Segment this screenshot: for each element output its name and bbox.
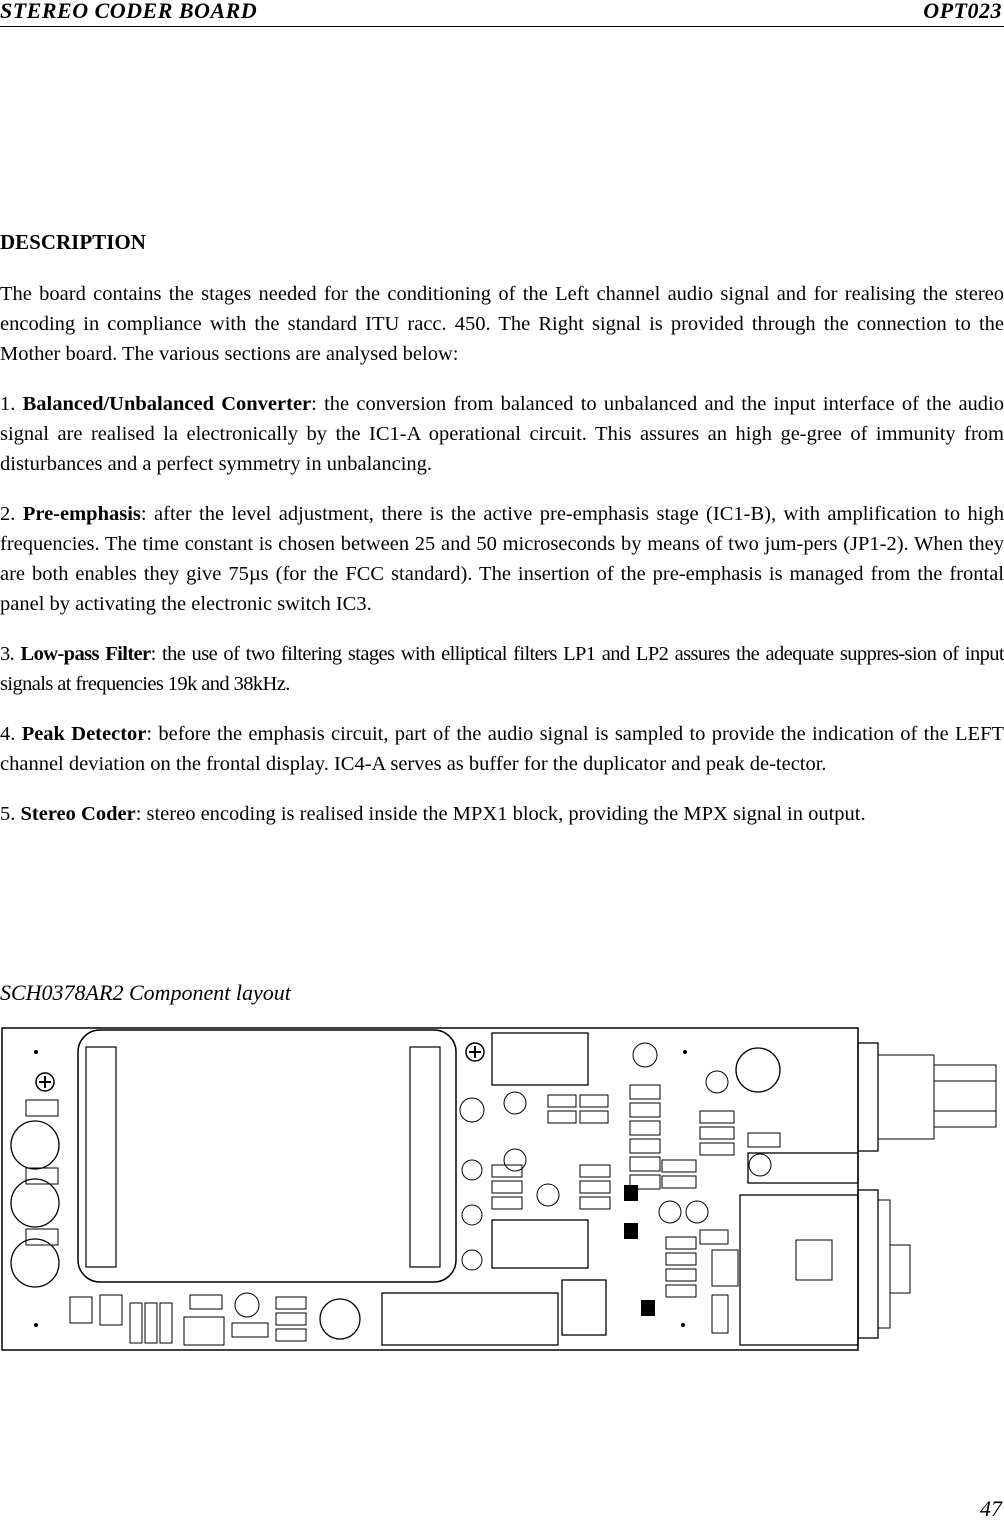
description-section <box>0 230 1004 849</box>
list-item <box>0 719 1004 779</box>
figure-caption: SCH0378AR2 Component layout <box>0 980 291 1005</box>
description-heading: DESCRIPTION <box>0 230 146 254</box>
item-title: Balanced/Unbalanced Converter <box>22 393 312 415</box>
list-item <box>0 639 1004 699</box>
list-item <box>0 499 1004 619</box>
list-item <box>0 389 1004 479</box>
header-code: OPT023 <box>923 0 1002 23</box>
description-intro: The board contains the stages needed for the conditioning of the Left channel audio signal and for realising the stereo encoding in compliance with the standard ITU racc. 450. The Right signal is provided through the connection to the Mother board. The various sections are analysed below: <box>0 283 1004 365</box>
component-layout-diagram <box>0 1025 1004 1355</box>
item-number: 1. <box>0 393 16 415</box>
item-text: : stereo encoding is realised inside the MPX1 block, providing the MPX signal in output. <box>135 803 866 825</box>
item-title: Stereo Coder <box>20 803 136 825</box>
header-title: STEREO CODER BOARD <box>0 0 258 23</box>
item-text: : the use of two filtering stages with elliptical filters LP1 and LP2 assures the adequate suppres-sion of input signals at frequencies 19k and 38kHz. <box>0 643 1004 695</box>
item-number: 3. <box>0 643 15 665</box>
item-text: : before the emphasis circuit, part of the audio signal is sampled to provide the indication of the LEFT channel deviation on the frontal display. IC4-A serves as buffer for the duplicator and peak de-tector. <box>0 723 1004 775</box>
list-item <box>0 799 1004 829</box>
item-number: 4. <box>0 723 16 745</box>
item-text: : after the level adjustment, there is the active pre-emphasis stage (IC1-B), with amplification to high frequencies. The time constant is chosen between 25 and 50 microseconds by means of two jum-pers (JP1-2). When they are both enables they give 75µs (for the FCC standard). The insertion of the pre-emphasis is managed from the frontal panel by activating the electronic switch IC3. <box>0 503 1004 615</box>
item-title: Low-pass Filter <box>20 643 151 665</box>
item-text: : the conversion from balanced to unbalanced and the input interface of the audio signal are realised la electronically by the IC1-A operational circuit. This assures an high ge-gree of immunity from disturbances and a perfect symmetry in unbalancing. <box>0 393 1004 475</box>
item-number: 2. <box>0 503 16 525</box>
page-header <box>0 0 1004 27</box>
item-title: Pre-emphasis <box>22 503 141 525</box>
item-number: 5. <box>0 803 16 825</box>
item-title: Peak Detector <box>21 723 147 745</box>
page-number: 47 <box>980 1496 1002 1521</box>
